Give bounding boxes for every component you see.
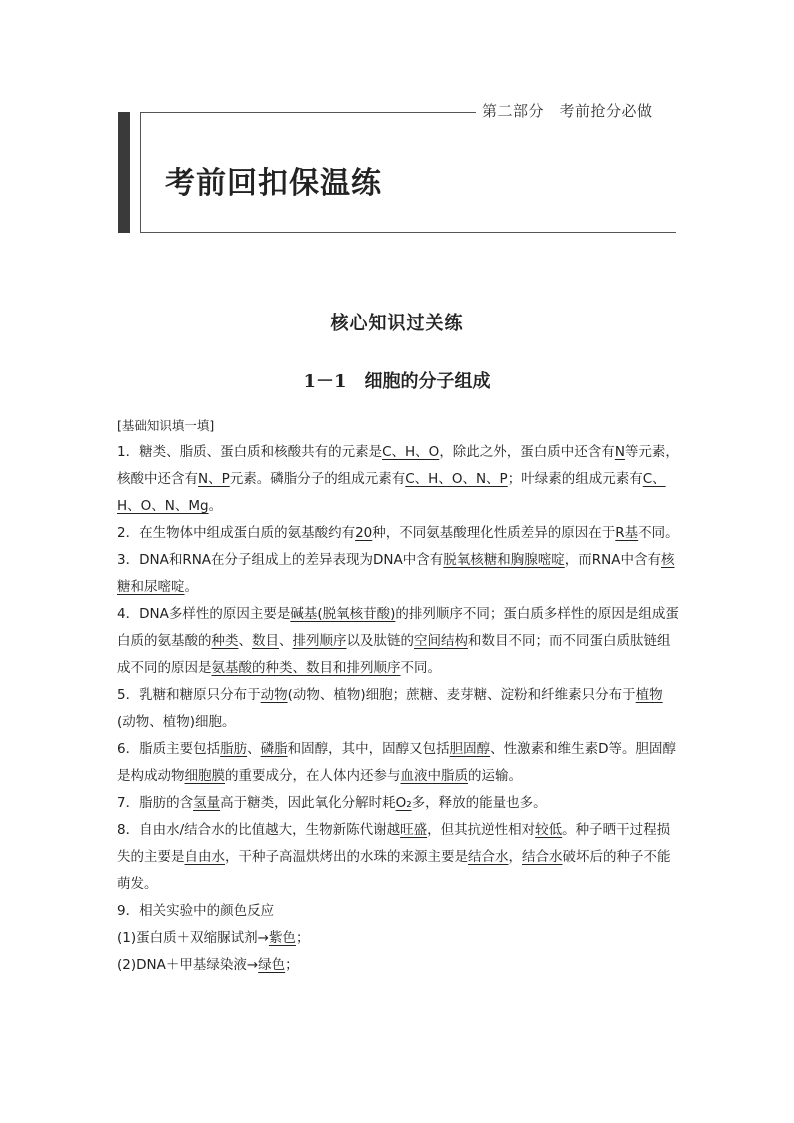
answer-blank: C、H、O	[382, 444, 440, 460]
item-text: 种，不同氨基酸理化性质差异的原因在于	[372, 525, 616, 541]
answer-blank: 植物	[635, 687, 663, 703]
answer-blank: O₂	[395, 795, 412, 811]
knowledge-item	[117, 925, 679, 952]
item-text: ，除此之外，蛋白质中还含有	[439, 444, 615, 460]
item-text: 2．在生物体中组成蛋白质的氨基酸约有	[117, 525, 356, 541]
item-text: 5．乳糖和糖原只分布于	[117, 687, 261, 703]
item-text: (动物、植物)细胞；蔗糖、麦芽糖、淀粉和纤维素只分布于	[287, 687, 636, 703]
knowledge-item	[117, 817, 679, 898]
knowledge-item	[117, 601, 679, 682]
answer-blank: 动物	[260, 687, 288, 703]
answer-blank: 脱氧核糖和胸腺嘧啶	[443, 552, 565, 568]
item-text: ；	[285, 957, 299, 973]
item-text: 9．相关实验中的颜色反应	[117, 903, 275, 919]
item-text: 。种子晒干过程损失的主要是	[117, 822, 671, 865]
answer-blank: 种类	[211, 633, 239, 649]
header-frame-left	[140, 112, 141, 233]
answer-blank: 脂肪	[220, 741, 248, 757]
item-text: ；叶绿素的组成元素有	[507, 471, 643, 487]
item-text: 6．脂质主要包括	[117, 741, 221, 757]
answer-blank: 自由水	[184, 849, 225, 865]
answer-blank: 绿色	[258, 957, 286, 973]
item-text: ，干种子高温烘烤出的水珠的来源主要是	[225, 849, 468, 865]
answer-blank: 结合水	[468, 849, 509, 865]
item-text: (1)蛋白质＋双缩脲试剂→	[117, 930, 269, 946]
knowledge-item	[117, 439, 679, 520]
item-text: 破坏后的种子不能萌发。	[117, 849, 671, 892]
answer-blank: 紫色	[268, 930, 296, 946]
answer-blank: 结合水	[522, 849, 563, 865]
knowledge-item	[117, 736, 679, 790]
item-text: ；	[295, 930, 310, 946]
item-text: 的排列顺序不同；蛋白质多样性的原因是组成蛋白质的氨基酸的	[117, 606, 679, 649]
answer-blank: 碱基(脱氧核苷酸)	[290, 606, 396, 622]
item-text: ，而RNA中含有	[564, 552, 661, 568]
answer-blank: 数目	[252, 633, 279, 649]
knowledge-content	[117, 412, 679, 979]
item-text: (2)DNA＋甲基绿染液→	[117, 957, 259, 973]
item-text: 和数目不同；而不同蛋白质肽链组成不同的原因是	[117, 633, 671, 676]
item-text: 。	[208, 498, 223, 514]
answer-blank: 磷脂	[260, 741, 288, 757]
knowledge-item	[117, 520, 679, 547]
subsection-title	[0, 367, 794, 393]
item-text: 不同。	[400, 660, 441, 676]
item-text: 、	[279, 633, 293, 649]
item-text: 。	[184, 579, 198, 595]
item-text: 8．自由水/结合水的比值越大，生物新陈代谢越	[117, 822, 401, 838]
item-text: 和固醇，其中，固醇又包括	[287, 741, 450, 757]
item-text: 、	[247, 741, 261, 757]
page-title: 考前回扣保温练	[165, 166, 382, 201]
section-label: 第二部分 考前抢分必做	[482, 102, 653, 120]
knowledge-item	[117, 547, 679, 601]
header-accent-bar	[118, 112, 130, 233]
answer-blank: 空间结构	[414, 633, 468, 649]
item-text: 的运输。	[468, 768, 522, 784]
item-text: 不同。	[638, 525, 679, 541]
answer-blank: C、H、O、N、Mg	[117, 471, 666, 514]
answer-blank: 排列顺序	[292, 633, 347, 649]
answer-blank: R基	[615, 525, 639, 541]
answer-blank: 旺盛	[400, 822, 428, 838]
subsection-number: 1－1	[303, 371, 347, 392]
answer-blank: 20	[355, 525, 373, 541]
answer-blank: 胆固醇	[449, 741, 491, 757]
answer-blank: N	[614, 444, 625, 460]
item-text: 以及肽链的	[346, 633, 414, 649]
section-title: 核心知识过关练	[330, 313, 464, 334]
item-text: ，	[508, 849, 522, 865]
item-text: 高于糖类，因此氧化分解时耗	[220, 795, 396, 811]
answer-blank: C、H、O、N、P	[405, 471, 508, 487]
fill-in-label: [基础知识填一填]	[117, 418, 215, 433]
item-text: 3．DNA和RNA在分子组成上的差异表现为DNA中含有	[117, 552, 444, 568]
answer-blank: 血液中脂质	[400, 768, 468, 784]
subsection-name: 细胞的分子组成	[364, 371, 491, 392]
item-text: 等元素，核酸中还含有	[117, 444, 679, 487]
item-text: 多，释放的能量也多。	[411, 795, 547, 811]
answer-blank: N、P	[198, 471, 230, 487]
item-text: 元素。磷脂分子的组成元素有	[229, 471, 406, 487]
answer-blank: 核糖和尿嘧啶	[117, 552, 675, 595]
answer-blank: 较低	[535, 822, 563, 838]
item-text: 、性激素和维生素D等。胆固醇是构成动物	[117, 741, 676, 784]
item-text: 1．糖类、脂质、蛋白质和核酸共有的元素是	[117, 444, 383, 460]
item-text: 7．脂肪的含	[117, 795, 194, 811]
item-text: ，但其抗逆性相对	[427, 822, 536, 838]
item-text: 的重要成分，在人体内还参与	[225, 768, 401, 784]
header-bottom-rule	[140, 232, 676, 233]
answer-blank: 细胞膜	[184, 768, 225, 784]
knowledge-item	[117, 682, 679, 736]
knowledge-item	[117, 898, 679, 925]
answer-blank: 氢量	[193, 795, 221, 811]
item-text: 4．DNA多样性的原因主要是	[117, 606, 291, 622]
item-text: (动物、植物)细胞。	[117, 714, 236, 730]
header-top-rule	[140, 112, 476, 113]
knowledge-item	[117, 790, 679, 817]
answer-blank: 氨基酸的种类、数目和排列顺序	[211, 660, 401, 676]
item-text: 、	[238, 633, 252, 649]
item-list	[117, 439, 679, 979]
knowledge-item	[117, 952, 679, 979]
